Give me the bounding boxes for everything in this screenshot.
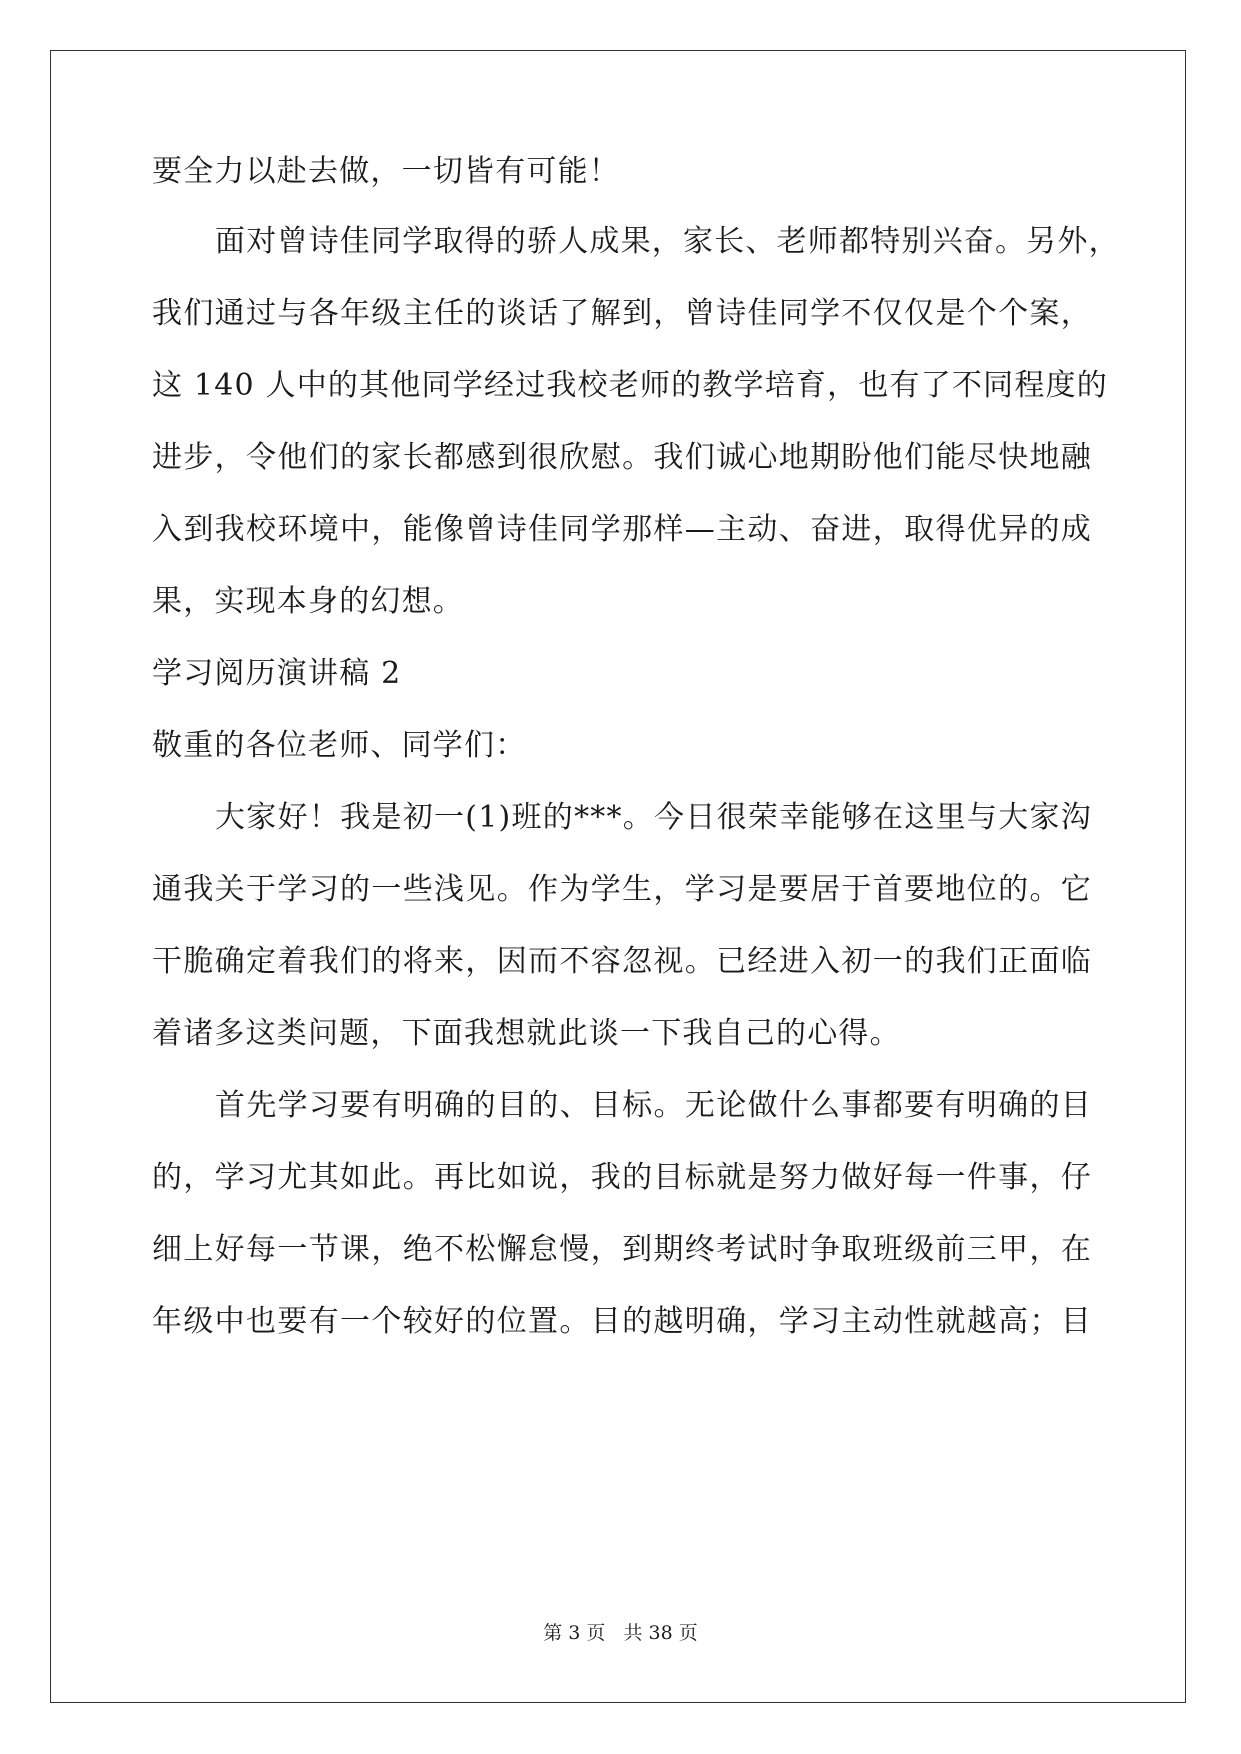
section-heading: 学习阅历演讲稿 2 — [152, 656, 402, 691]
text-line-12: 干脆确定着我们的将来，因而不容忽视。已经进入初一的我们正面临 — [152, 944, 1092, 979]
text-line-2: 面对曾诗佳同学取得的骄人成果，家长、老师都特别兴奋。另外， — [215, 224, 1120, 259]
text-line-7: 果，实现本身的幻想。 — [152, 584, 464, 619]
text-line-11: 通我关于学习的一些浅见。作为学生，学习是要居于首要地位的。它 — [152, 872, 1092, 907]
text-line-14: 首先学习要有明确的目的、目标。无论做什么事都要有明确的目 — [215, 1088, 1092, 1123]
text-line-17: 年级中也要有一个较好的位置。目的越明确，学习主动性就越高；目 — [152, 1304, 1092, 1339]
salutation: 敬重的各位老师、同学们： — [152, 728, 527, 763]
text-line-1: 要全力以赴去做，一切皆有可能！ — [152, 154, 620, 189]
text-line-3: 我们通过与各年级主任的谈话了解到，曾诗佳同学不仅仅是个个案， — [152, 296, 1092, 331]
text-line-4: 这 140 人中的其他同学经过我校老师的教学培育，也有了不同程度的 — [152, 368, 1108, 403]
text-line-13: 着诸多这类问题，下面我想就此谈一下我自己的心得。 — [152, 1016, 901, 1051]
page-total: 共 38 页 — [623, 1622, 698, 1644]
text-line-6: 入到我校环境中，能像曾诗佳同学那样—主动、奋进，取得优异的成 — [152, 512, 1092, 547]
text-line-16: 细上好每一节课，绝不松懈怠慢，到期终考试时争取班级前三甲，在 — [152, 1232, 1092, 1267]
text-line-5: 进步，令他们的家长都感到很欣慰。我们诚心地期盼他们能尽快地融 — [152, 440, 1092, 475]
text-line-15: 的，学习尤其如此。再比如说，我的目标就是努力做好每一件事，仔 — [152, 1160, 1092, 1195]
page-footer — [0, 1620, 1241, 1646]
page-number: 第 3 页 — [543, 1622, 606, 1644]
text-line-10: 大家好！我是初一(1)班的***。今日很荣幸能够在这里与大家沟 — [215, 800, 1092, 835]
